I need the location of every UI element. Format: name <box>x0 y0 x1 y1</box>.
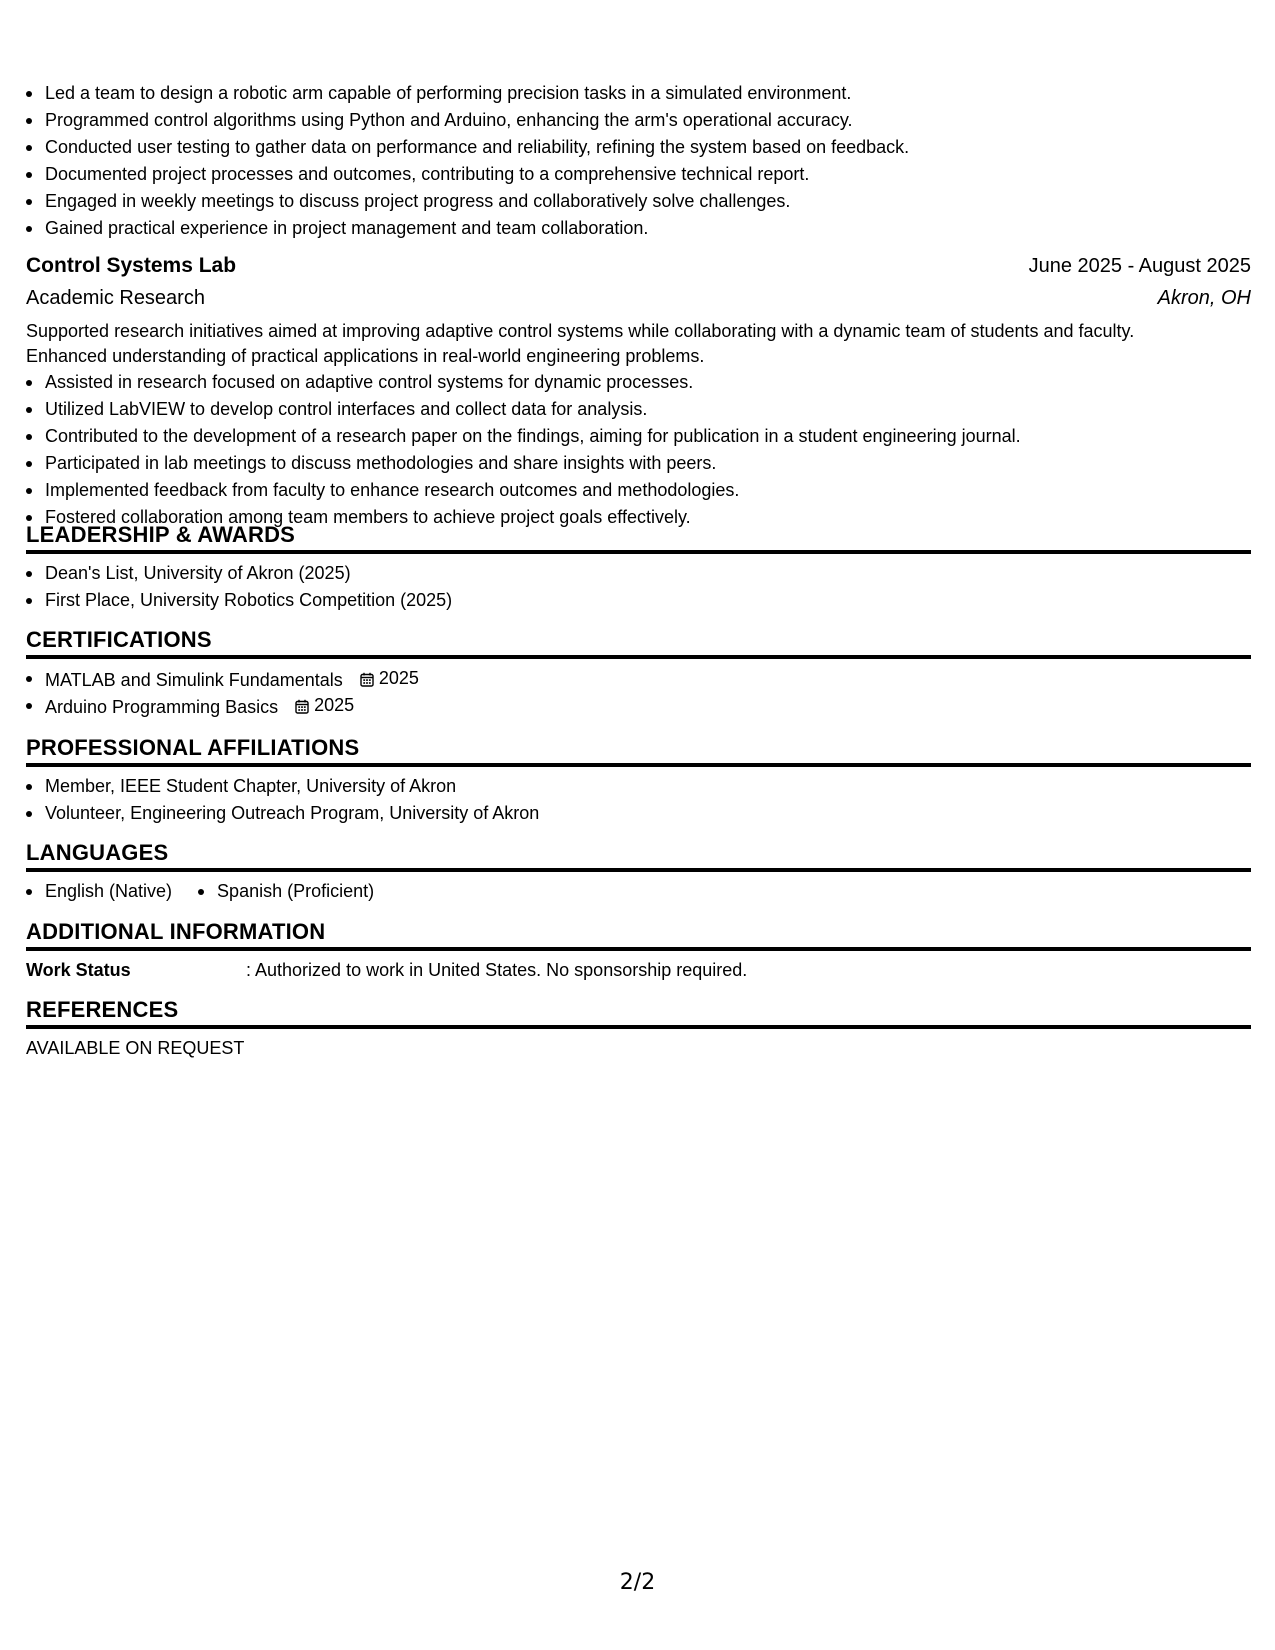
certification-name: Arduino Programming Basics <box>45 697 279 717</box>
references-text: AVAILABLE ON REQUEST <box>26 1038 245 1058</box>
leadership-list <box>26 560 1251 614</box>
calendar-icon <box>295 699 309 714</box>
experience-dates: June 2025 - August 2025 <box>1028 255 1251 277</box>
affiliations-section <box>26 733 1251 827</box>
section-title: LANGUAGES <box>26 838 1251 872</box>
certification-name: MATLAB and Simulink Fundamentals <box>45 670 343 690</box>
section-title: ADDITIONAL INFORMATION <box>26 917 1251 951</box>
list-item: Fostered collaboration among team members to achieve project goals effectively. <box>26 504 1021 531</box>
list-item: Dean's List, University of Akron (2025) <box>26 560 1251 587</box>
list-item: Programmed control algorithms using Python and Arduino, enhancing the arm's operational accuracy. <box>26 107 909 134</box>
references-section <box>26 995 1251 1062</box>
list-item: Utilized LabVIEW to develop control interfaces and collect data for analysis. <box>26 396 1021 423</box>
languages-section <box>26 838 1251 905</box>
list-item: Contributed to the development of a research paper on the findings, aiming for publication in a student engineering journal. <box>26 423 1021 450</box>
list-item: Led a team to design a robotic arm capable of performing precision tasks in a simulated environment. <box>26 80 909 107</box>
experience-bullets <box>26 369 1021 531</box>
leadership-section <box>26 520 1251 614</box>
list-item: Volunteer, Engineering Outreach Program, University of Akron <box>26 800 1251 827</box>
page-number: 2/2 <box>619 1570 656 1595</box>
work-status-row <box>26 957 1251 984</box>
experience-organization: Academic Research <box>26 287 205 309</box>
list-item: Assisted in research focused on adaptive control systems for dynamic processes. <box>26 369 1021 396</box>
experience-summary <box>26 319 1251 369</box>
list-item: Implemented feedback from faculty to enhance research outcomes and methodologies. <box>26 477 1021 504</box>
summary-line: Enhanced understanding of practical applications in real-world engineering problems. <box>26 346 705 366</box>
list-item <box>26 692 1251 719</box>
certifications-section <box>26 625 1251 719</box>
list-item <box>26 665 1251 692</box>
list-item: Participated in lab meetings to discuss methodologies and share insights with peers. <box>26 450 1021 477</box>
section-title: LEADERSHIP & AWARDS <box>26 520 1251 554</box>
list-item: Documented project processes and outcomes, contributing to a comprehensive technical report. <box>26 161 909 188</box>
section-title: PROFESSIONAL AFFILIATIONS <box>26 733 1251 767</box>
previous-experience-bullets <box>26 80 909 242</box>
experience-title: Control Systems Lab <box>26 254 237 277</box>
experience-location: Akron, OH <box>1157 287 1251 309</box>
calendar-icon <box>360 672 374 687</box>
list-item: Spanish (Proficient) <box>198 878 374 905</box>
certifications-list <box>26 665 1251 719</box>
additional-information-section <box>26 917 1251 984</box>
languages-list <box>26 878 1251 905</box>
certification-year: 2025 <box>314 695 355 715</box>
section-title: CERTIFICATIONS <box>26 625 1251 659</box>
list-item: Member, IEEE Student Chapter, University of Akron <box>26 773 1251 800</box>
list-item: Engaged in weekly meetings to discuss project progress and collaboratively solve challenges. <box>26 188 909 215</box>
list-item: English (Native) <box>26 878 172 905</box>
affiliations-list <box>26 773 1251 827</box>
work-status-value: : Authorized to work in United States. No sponsorship required. <box>246 960 748 980</box>
list-item: Gained practical experience in project management and team collaboration. <box>26 215 909 242</box>
list-item: Conducted user testing to gather data on performance and reliability, refining the system based on feedback. <box>26 134 909 161</box>
work-status-label: Work Status <box>26 960 131 980</box>
summary-line: Supported research initiatives aimed at improving adaptive control systems while collaborating with a dynamic team of students and faculty. <box>26 321 1135 341</box>
section-title: REFERENCES <box>26 995 1251 1029</box>
list-item: First Place, University Robotics Competition (2025) <box>26 587 1251 614</box>
certification-year: 2025 <box>378 668 419 688</box>
